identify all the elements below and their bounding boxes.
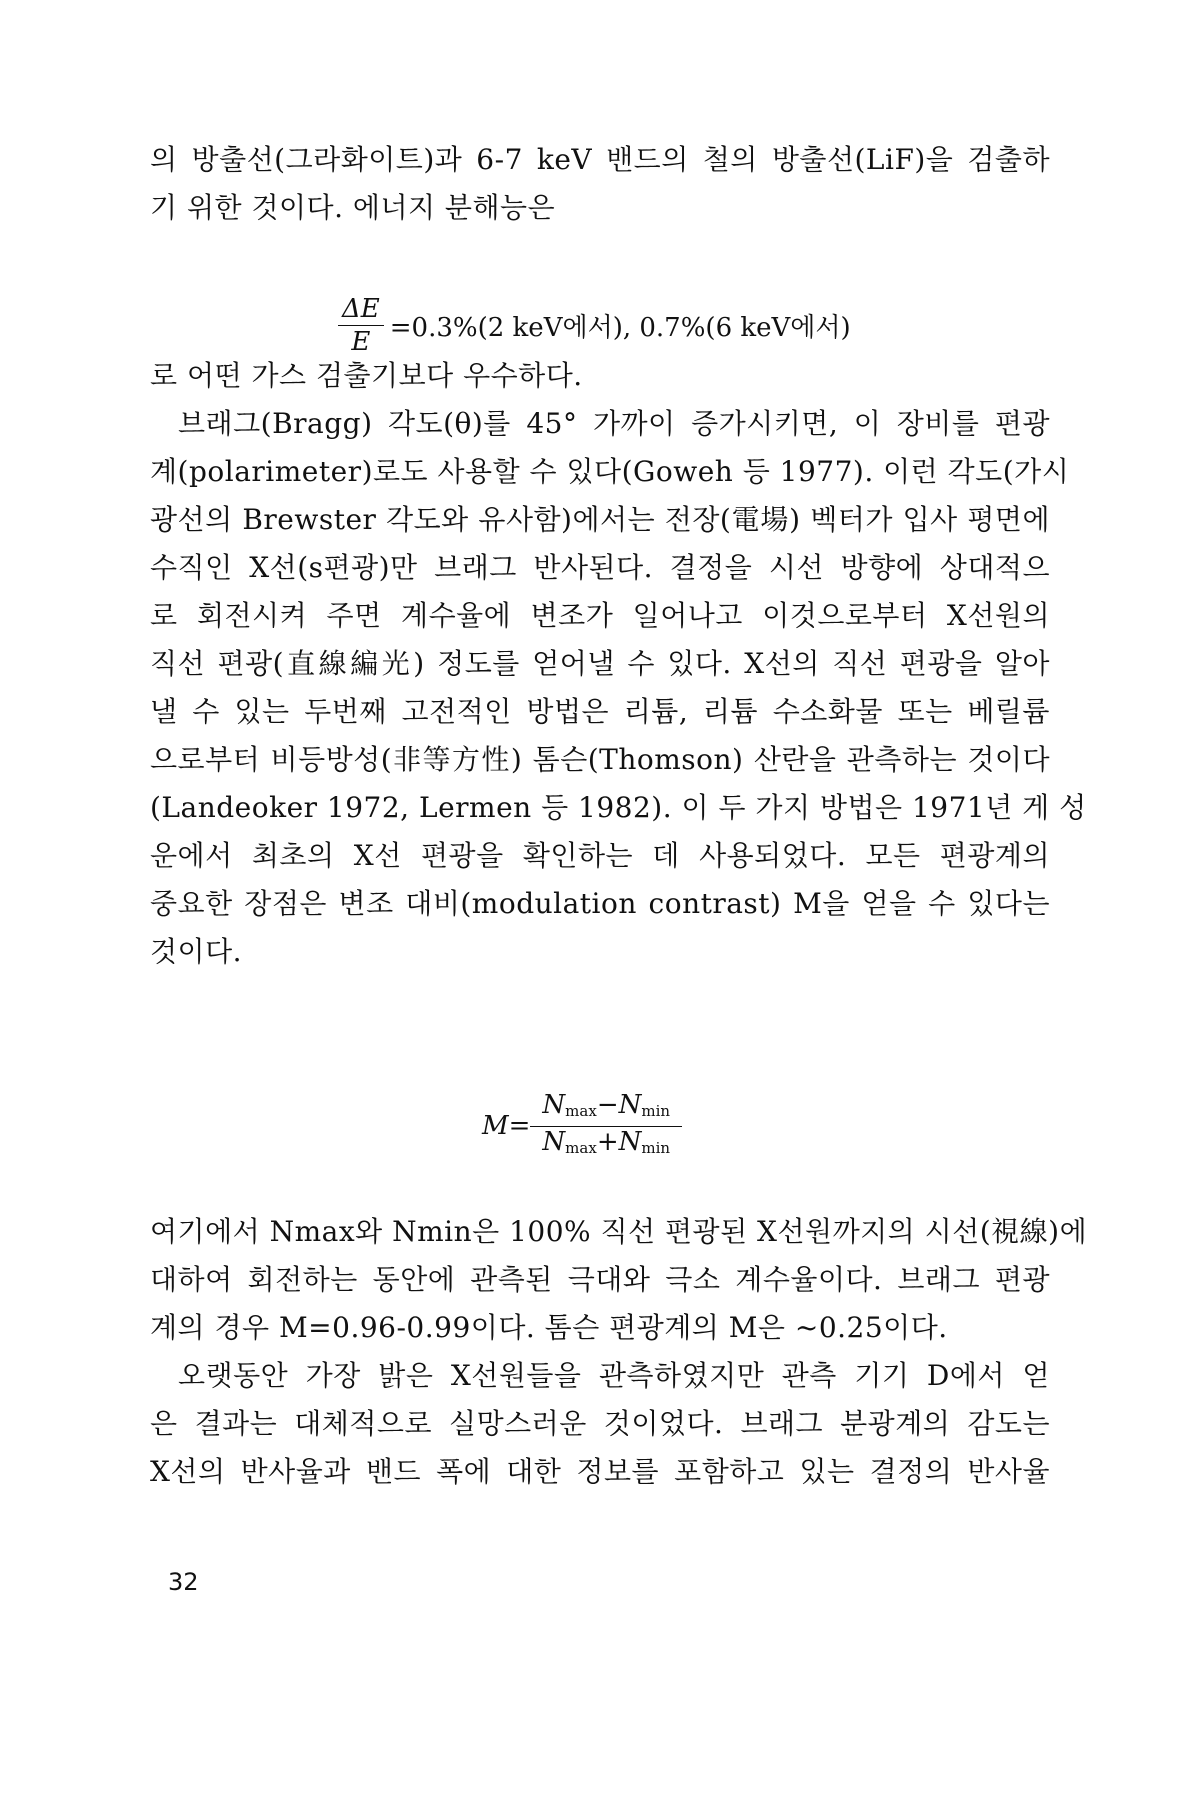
text-line: 광선의 Brewster 각도와 유사함)에서는 전장(電場) 벡터가 입사 평면에 [150, 503, 1050, 536]
text-line: 중요한 장점은 변조 대비(modulation contrast) M을 얻을 수 있다는 [150, 887, 1050, 920]
text-line: 계의 경우 M=0.96-0.99이다. 톰슨 편광계의 M은 ~0.25이다. [150, 1311, 948, 1344]
text-line: 여기에서 Nmax와 Nmin은 100% 직선 편광된 X선원까지의 시선(視線)에 [150, 1215, 1088, 1248]
text-line: 오랫동안 가장 밝은 X선원들을 관측하였지만 관측 기기 D에서 얻 [178, 1359, 1050, 1392]
text-line: 기 위한 것이다. 에너지 분해능은 [150, 191, 556, 224]
text-line: 로 회전시켜 주면 계수율에 변조가 일어나고 이것으로부터 X선원의 [150, 599, 1050, 632]
text-line: 은 결과는 대체적으로 실망스러운 것이었다. 브래그 분광계의 감도는 [150, 1407, 1050, 1440]
text-line: 의 방출선(그라화이트)과 6-7 keV 밴드의 철의 방출선(LiF)을 검출하 [150, 143, 1050, 176]
text-line: 직선 편광(直線編光) 정도를 얻어낼 수 있다. X선의 직선 편광을 알아 [150, 647, 1050, 680]
fraction-numerator: ΔE [338, 294, 384, 326]
text-line: 로 어떤 가스 검출기보다 우수하다. [150, 359, 583, 392]
text-line: 낼 수 있는 두번째 고전적인 방법은 리튬, 리튬 수소화물 또는 베릴륨 [150, 695, 1050, 728]
fraction [530, 1090, 682, 1163]
equation-rhs: =0.3%(2 keV에서), 0.7%(6 keV에서) [389, 312, 851, 343]
fraction-denominator: E [351, 326, 371, 357]
energy-resolution-equation [338, 290, 851, 360]
fraction [338, 294, 384, 357]
modulation-contrast-equation [482, 1086, 688, 1166]
text-line: 운에서 최초의 X선 편광을 확인하는 데 사용되었다. 모든 편광계의 [150, 839, 1050, 872]
text-line: 브래그(Bragg) 각도(θ)를 45° 가까이 증가시키면, 이 장비를 편광 [178, 407, 1050, 440]
text-line: 수직인 X선(s편광)만 브래그 반사된다. 결정을 시선 방향에 상대적으 [150, 551, 1050, 584]
equation-lhs: M= [482, 1111, 531, 1141]
text-line: (Landeoker 1972, Lermen 등 1982). 이 두 가지 방법은 1971년 게 성 [150, 791, 1087, 824]
text-line: X선의 반사율과 밴드 폭에 대한 정보를 포함하고 있는 결정의 반사율 [150, 1455, 1050, 1488]
text-line: 대하여 회전하는 동안에 관측된 극대와 극소 계수율이다. 브래그 편광 [150, 1263, 1050, 1296]
page-number: 32 [168, 1568, 199, 1596]
text-line: 것이다. [150, 935, 243, 968]
text-line: 으로부터 비등방성(非等方性) 톰슨(Thomson) 산란을 관측하는 것이다 [150, 743, 1050, 776]
text-line: 계(polarimeter)로도 사용할 수 있다(Goweh 등 1977). 이런 각도(가시 [150, 455, 1070, 488]
fraction-numerator: $N_{max}-N_{min}$ [530, 1090, 682, 1127]
fraction-denominator: $N_{max}+N_{min}$ [542, 1126, 671, 1157]
